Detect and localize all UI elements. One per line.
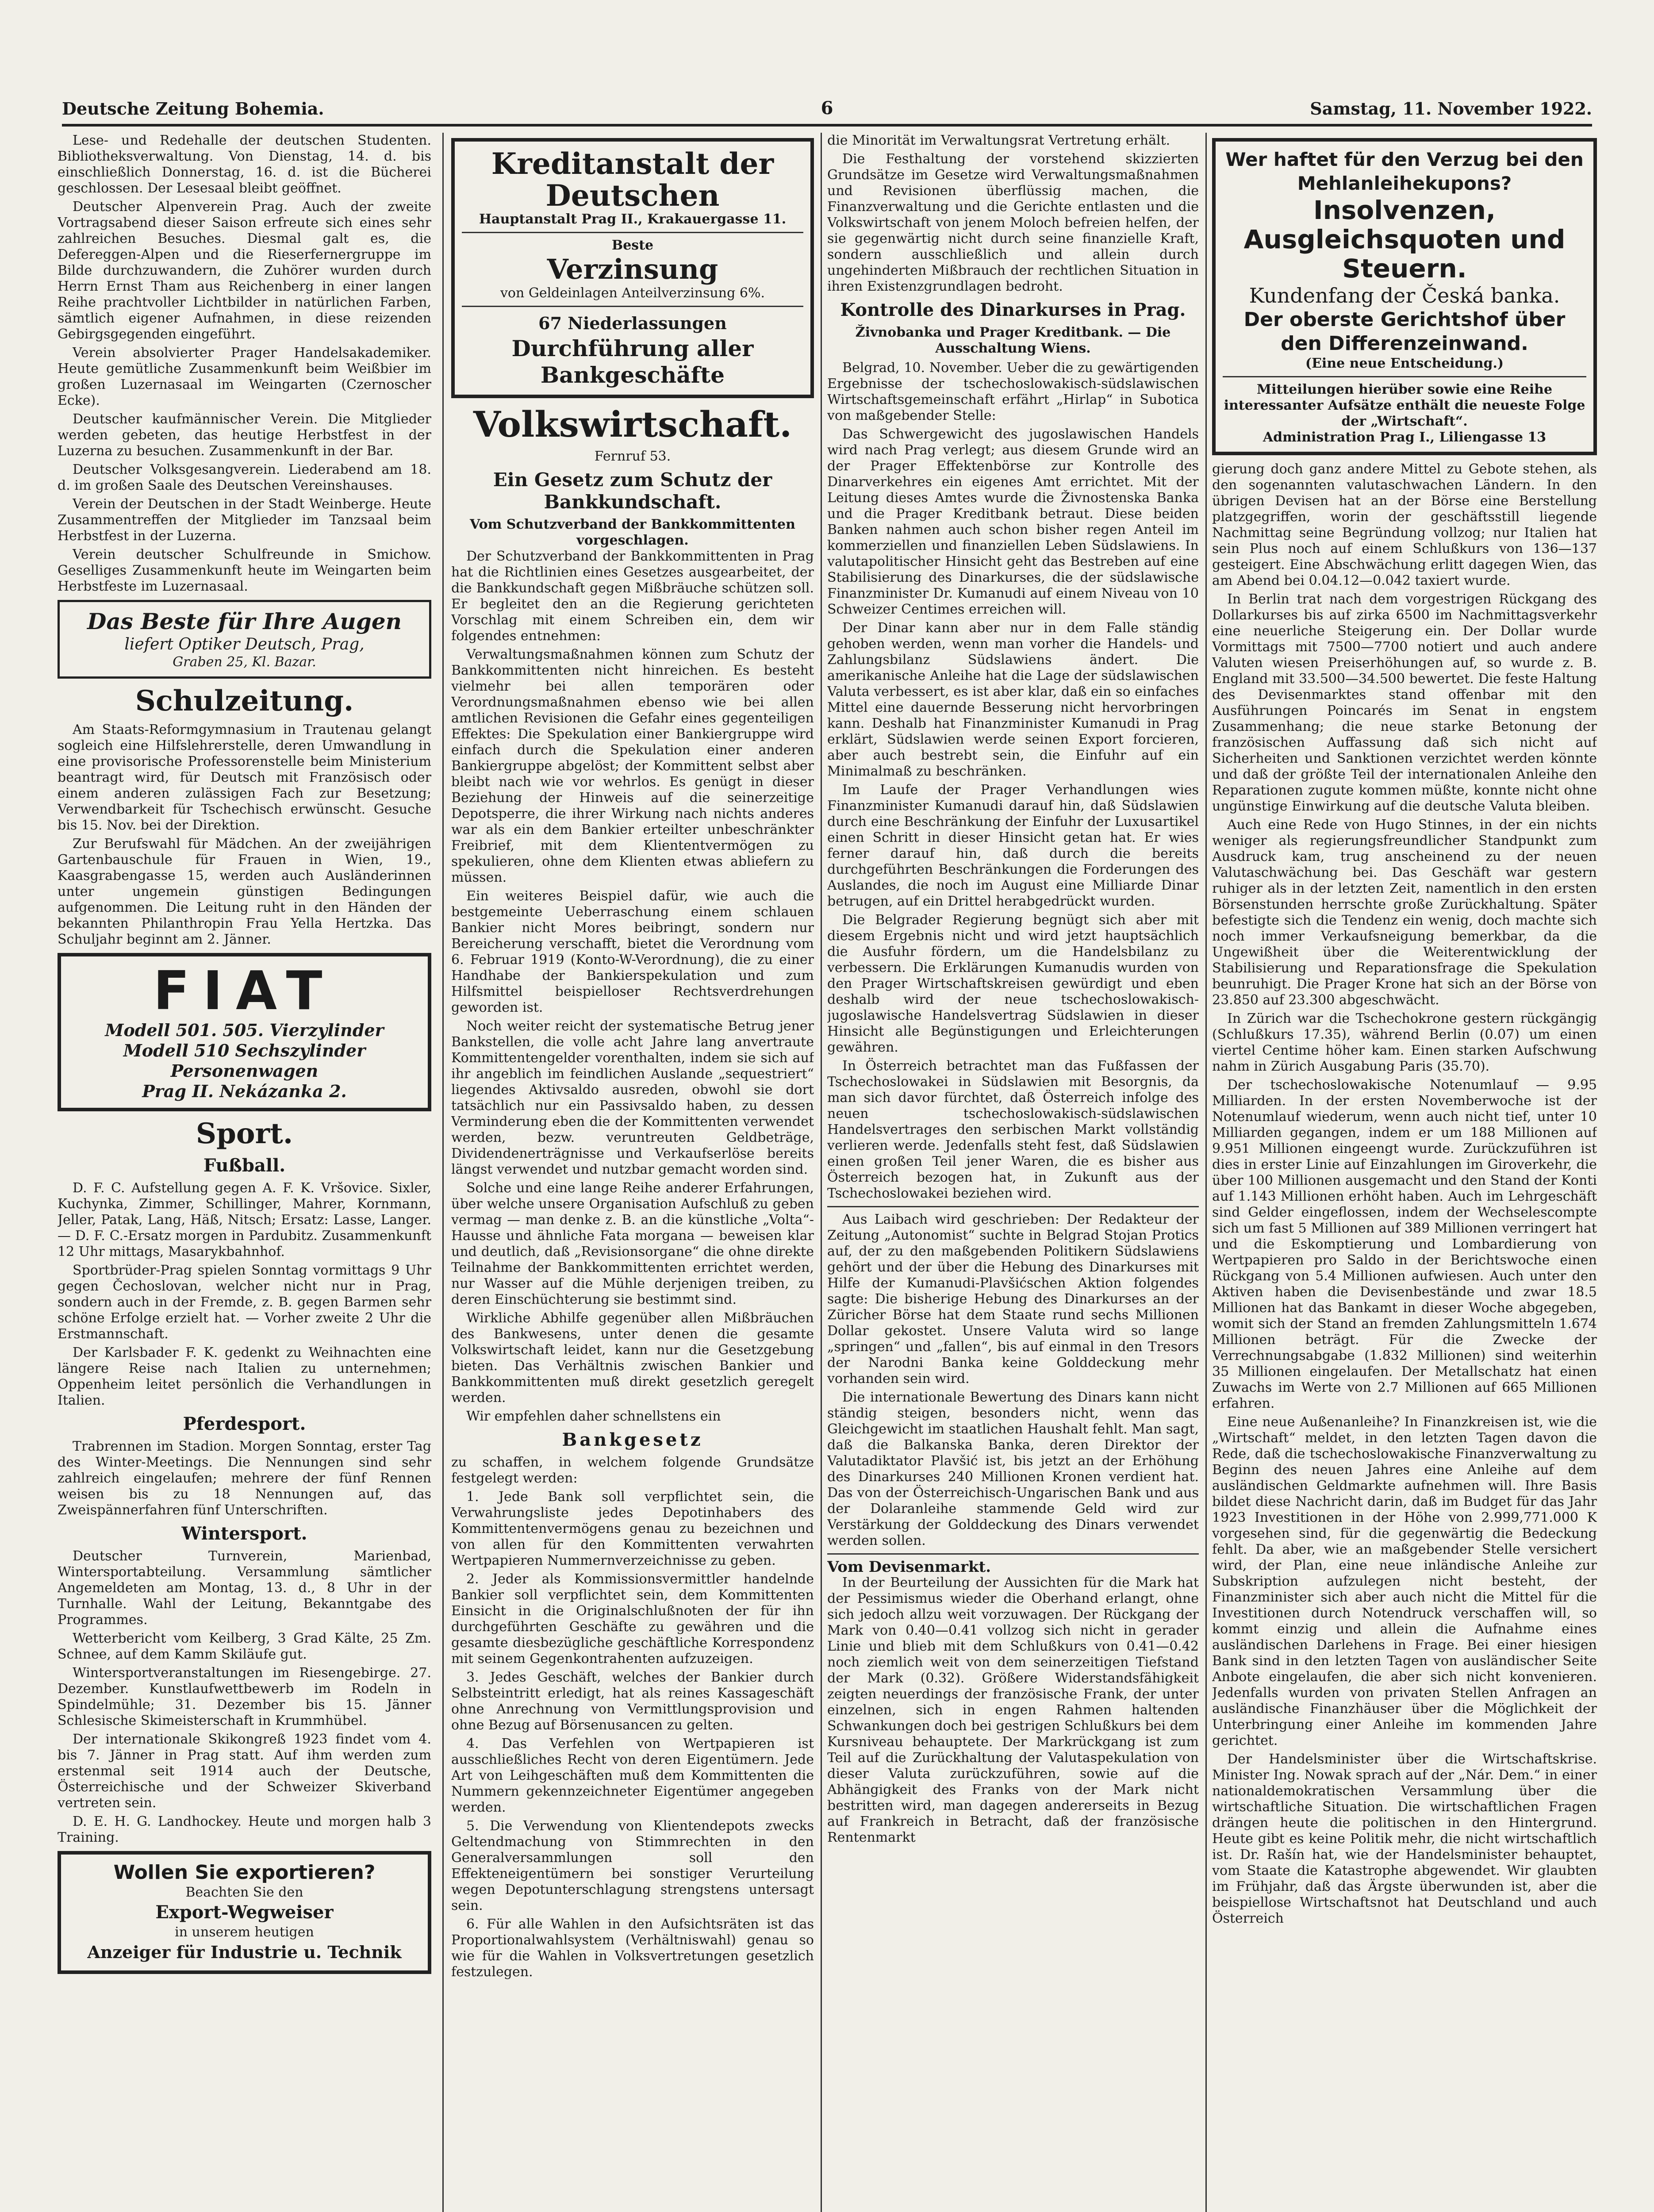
article-paragraph: 4. Das Verfehlen von Wertpapieren ist ausschließliches Recht von deren Eigentümern. Jede Art von Leihgeschäften muß dem Kommittenten die Nummern gekennzeichneter Eigentümer angegeben werden. bbox=[451, 1736, 814, 1815]
article-paragraph: Eine neue Außenanleihe? In Finanzkreisen ist, wie die „Wirtschaft“ meldet, in den letzten Tagen davon die Rede, daß die tschechoslowakische Finanzverwaltung zu Beginn des neuen Jahres eine Anleihe auf dem ausländischen Geldmarkte aufnehmen will. Ihre Basis bildet diese Nachricht darin, daß im Budget für das Jahr 1923 Investitionen in der Höhe von 2.999,771.000 K vorgesehen sind, für die gegenwärtig die Bedeckung fehlt. Da aber, wie an maßgebender Stelle versichert wird, der Plan, eine neue inländische Anleihe zur Subskription aufzulegen nicht besteht, der Finanzminister sich aber auch nicht die Mittel für die Investitionen durch Notendruck verschaffen will, so kommt einzig und allein die Aufnahme eines ausländischen Darlehens in Frage. Bei einer hiesigen Bank sind in den letzten Tagen von ausländischer Seite Anbote eingelaufen, die aber sich nicht konvenieren. Jedenfalls wurden von privaten Stellen Anfragen an ausländische Finanzhäuser über die Möglichkeit der Unterbringung einer Anleihe im kommenden Jahre gerichtet. bbox=[1212, 1414, 1597, 1748]
article-paragraph: Das Schwergewicht des jugoslawischen Handels wird nach Prag verlegt; aus diesem Grunde wird an der Prager Effektenbörse zur Kontrolle des Dinarverkehres ein eigenes Amt errichtet. Mit der Leitung dieses Amtes wurde die Živnostenska Banka und die Prager Kreditbank betraut. Diese beiden Banken nahmen auch schon bisher regen Anteil im kommerziellen und finanziellen Leben Südslawiens. In valutapolitischer Hinsicht geht das Bestreben auf eine Stabilisierung des Dinarkurses, die der südslawische Finanzminister Dr. Kumanudi auf einem Niveau von 10 Schweizer Centimes erreichen will. bbox=[827, 426, 1199, 617]
notice-paragraph: Verein der Deutschen in der Stadt Weinberge. Heute Zusammentreffen der Mitglieder im Tanzsaal beim Herbstfest in der Luzerna. bbox=[58, 496, 431, 544]
issue-date: Samstag, 11. November 1922. bbox=[1310, 99, 1592, 119]
page-number: 6 bbox=[821, 98, 833, 119]
article-paragraph: Zur Berufswahl für Mädchen. An der zweijährigen Gartenbauschule für Frauen in Wien, 19., Kaasgrabengasse 15, werden auch Ausländerinnen unter ungemein günstigen Bedingungen aufgenommen. Die Leitung ruht in den Händen der bekannten Philanthropin Frau Yella Hertzka. Das Schuljahr beginnt am 2. Jänner. bbox=[58, 836, 431, 947]
article-paragraph: Belgrad, 10. November. Ueber die zu gewärtigenden Ergebnisse der tschechoslowakisch-südslawischen Wirtschaftsgemeinschaft erfährt „Hirlap“ in Subotica von maßgebender Stelle: bbox=[827, 360, 1199, 423]
article-paragraph: Deutscher Turnverein, Marienbad, Wintersportabteilung. Versammlung sämtlicher Angemeldeten am Montag, 13. d., 8 Uhr in der Turnhalle. Wahl der Leitung, Bekanntgabe des Programmes. bbox=[58, 1548, 431, 1628]
article-paragraph: Verwaltungsmaßnahmen können zum Schutz der Bankkommittenten nicht hinreichen. Es besteht vielmehr bei allen temporären oder Verordnungsmaßnahmen ebenso wie bei allen amtlichen Revisionen die Gefahr eines gegenteiligen Effektes: Die Spekulation einer Bankiergruppe wird einfach durch die Spekulation einer anderen Bankiergruppe abgelöst; der Kommittent selbst aber bleibt nach wie vor wehrlos. Es genügt in dieser Beziehung der Hinweis auf die seinerzeitige Depotsperre, die ihrer Wirkung nach nichts anderes war als ein dem Bankier erteilter unbeschränkter Freibrief, mit dem Kliententvermögen zu spekulieren, ohne dem Klienten etwas abliefern zu müssen. bbox=[451, 647, 814, 885]
export-ad-title: Wollen Sie exportieren? bbox=[113, 1861, 376, 1884]
notice-paragraph: Lese- und Redehalle der deutschen Studenten. Bibliotheksverwaltung. Von Dienstag, 14. d. bis einschließlich Donnerstag, 16. d. ist die Bücherei geschlossen. Der Lesesaal bleibt geöffnet. bbox=[58, 133, 431, 196]
article-paragraph: zu schaffen, in welchem folgende Grundsätze festgelegt werden: bbox=[451, 1455, 814, 1486]
subheading-fussball: Fußball. bbox=[203, 1155, 286, 1176]
optiker-ad bbox=[58, 600, 431, 679]
kreditanstalt-ad-line: von Geldeinlagen Anteilverzinsung 6%. bbox=[500, 285, 765, 301]
wirtschaft-ad-line: Kundenfang der Česká banka. bbox=[1249, 284, 1560, 307]
section-heading-sport: Sport. bbox=[196, 1117, 293, 1150]
kreditanstalt-ad-line: 67 Niederlassungen bbox=[538, 313, 727, 333]
article-paragraph: 2. Jeder als Kommissionsvermittler handelnde Bankier soll verpflichtet sein, dem Kommittenten Einsicht in die Originalschlußnoten der für ihn durchgeführten Geschäfte zu gewähren und die gesamte diesbezügliche geschäftliche Korrespondenz mit seinem Gegenkontrahenten aufzuzeigen. bbox=[451, 1571, 814, 1667]
article-subtitle: Živnobanka und Prager Kreditbank. — Die Ausschaltung Wiens. bbox=[855, 325, 1171, 356]
article-paragraph: Der Schutzverband der Bankkommittenten in Prag hat die Richtlinien eines Gesetzes ausgearbeitet, der die Bankkundschaft gegen Mißbräuche schützen soll. Er begleitet den an die Regierung gerichteten Vorschlag mit einem Schreiben ein, dem wir folgendes entnehmen: bbox=[451, 549, 814, 644]
article-paragraph: Am Staats-Reformgymnasium in Trautenau gelangt sogleich eine Hilfslehrerstelle, deren Umwandlung in eine provisorische Professorenstelle beim Ministerium beantragt wird, für Deutsch mit Französisch oder einem anderen zulässigen Fach zur Besetzung; Verwendbarkeit für Tschechisch erwünscht. Gesuche bis 15. Nov. bei der Direktion. bbox=[58, 722, 431, 833]
page-header bbox=[62, 88, 1592, 127]
article-paragraph: Auch eine Rede von Hugo Stinnes, in der ein nichts weniger als regierungsfreundlicher Standpunkt zum Ausdruck kam, trug anscheinend zu der neuen Valutaschwächung bei. Das Geschäft war gestern ruhiger als in der letzten Zeit, namentlich in den ersten Börsenstunden herrschte große Zurückhaltung. Später befestigte sich die Tendenz ein wenig, doch machte sich noch immer Verkaufsneigung bemerkbar, da die Ungewißheit über die Weiterentwicklung der Stabilisierung und Reparationsfrage die Spekulation beunruhigt. Die Prager Krone hat sich an der Börse von 23.850 auf 23.300 abgeschwächt. bbox=[1212, 817, 1597, 1008]
article-paragraph: Ein weiteres Beispiel dafür, wie auch die bestgemeinte Ueberraschung einem schlauen Bankier nicht Mores beibringt, sondern nur Bereicherung verschafft, bietet die Verordnung vom 6. Februar 1919 (Konto-W-Verordnung), die zu einer Handhabe der Bankierspekulation und zum Hilfsmittel beispielloser Rechtsverdrehungen geworden ist. bbox=[451, 888, 814, 1015]
subheading-pferdesport: Pferdesport. bbox=[183, 1413, 306, 1434]
kreditanstalt-ad-line: Durchführung aller Bankgeschäfte bbox=[511, 335, 754, 388]
article-paragraph: D. E. H. G. Landhockey. Heute und morgen halb 3 Training. bbox=[58, 1814, 431, 1845]
subheading-bankgesetz: Bankgesetz bbox=[562, 1429, 703, 1450]
notice-paragraph: Deutscher Alpenverein Prag. Auch der zweite Vortragsabend dieser Saison erfreute sich eines sehr zahlreichen Besuches. Diesmal galt es, die Defereggen-Alpen und die Rieserfernergruppe im Bilde durchzuwandern, die Zuhörer wurden durch Herrn Ernst Tham aus Reichenberg in einer langen Reihe prachtvoller Lichtbilder in natürlichen Farben, sämtlich eigener Aufnahmen, in diese reizenden Gebirgsgegenden eingeführt. bbox=[58, 199, 431, 342]
section-heading-volkswirtschaft: Volkswirtschaft. bbox=[473, 403, 792, 445]
subheading-wintersport: Wintersport. bbox=[181, 1523, 307, 1544]
article-paragraph: Wirkliche Abhilfe gegenüber allen Mißbräuchen des Bankwesens, unter denen die gesamte Volkswirtschaft leidet, kann nur die Gesetzgebung bieten. Das Verhältnis zwischen Bankier und Bankkommittenten muß direkt gesetzlich geregelt werden. bbox=[451, 1310, 814, 1406]
fiat-logo: FIAT bbox=[153, 960, 336, 1022]
export-ad-line: Anzeiger für Industrie u. Technik bbox=[87, 1942, 402, 1962]
column-divider bbox=[442, 133, 444, 2212]
fiat-ad-address: Prag II. Nekázanka 2. bbox=[142, 1081, 347, 1101]
article-paragraph: Die Belgrader Regierung begnügt sich aber mit diesem Ergebnis nicht und wird jetzt hauptsächlich die Ausfuhr fördern, um die Handelsbilanz zu verbessern. Die Erklärungen Kumanudis wurden von den Prager Wirtschaftskreisen gewürdigt und eben deshalb wird der neue tschechoslowakisch-jugoslawische Handelsvertrag Südslawien in dieser Hinsicht alle Begünstigungen und Erleichterungen gewähren. bbox=[827, 912, 1199, 1055]
article-paragraph: D. F. C. Aufstellung gegen A. F. K. Vršovice. Sixler, Kuchynka, Zimmer, Schillinger, Mahrer, Kornmann, Jeller, Patak, Lang, Häß, Nitsch; Ersatz: Lasse, Langer. — D. F. C.-Ersatz morgen in Pardubitz. Zusammenkunft 12 Uhr mittags, Masarykbahnhof. bbox=[58, 1180, 431, 1260]
column-divider bbox=[821, 133, 822, 2212]
kreditanstalt-ad bbox=[451, 138, 814, 398]
wirtschaft-ad-line: Mitteilungen hierüber sowie eine Reihe interessanter Aufsätze enthält die neueste Folge der „Wirtschaft“. bbox=[1224, 382, 1585, 429]
column-divider bbox=[1205, 133, 1207, 2212]
column-1 bbox=[58, 133, 431, 2212]
article-paragraph: Der Karlsbader F. K. gedenkt zu Weihnachten eine längere Reise nach Italien zu unternehmen; Oppenheim leitet persönlich die Verhandlungen in Italien. bbox=[58, 1345, 431, 1408]
wirtschaft-ad-line: (Eine neue Entscheidung.) bbox=[1305, 356, 1504, 371]
article-title: Kontrolle des Dinarkurses in Prag. bbox=[840, 300, 1186, 320]
article-paragraph: Solche und eine lange Reihe anderer Erfahrungen, über welche unsere Organisation Aufschluß zu geben vermag — man denke z. B. an die künstliche „Volta“-Hausse und ähnliche Fata morgana — beweisen klar und deutlich, daß „Revisionsorgane“ die ohne direkte Teilnahme der Bankkommittenten errichtet werden, nur Wasser auf die Mühle derjenigen treiben, zu deren Einschüchterung sie bestimmt sind. bbox=[451, 1180, 814, 1307]
section-heading-schulzeitung: Schulzeitung. bbox=[135, 684, 354, 718]
export-ad-line: Export-Wegweiser bbox=[155, 1902, 334, 1923]
article-paragraph: 6. Für alle Wahlen in den Aufsichtsräten ist das Proportionalwahlsystem (Verhältniswahl) genau so wie für die Wahlen in Volksvertretungen gesetzlich festzulegen. bbox=[451, 1916, 814, 1980]
notice-paragraph: Verein deutscher Schulfreunde in Smichow. Geselliges Zusammenkunft heute im Weingarten beim Herbstfeste im Luzernasaal. bbox=[58, 547, 431, 594]
kreditanstalt-ad-line: Beste bbox=[611, 238, 654, 253]
article-paragraph: Der tschechoslowakische Notenumlauf — 9.95 Milliarden. In der ersten Novemberwoche ist der Notenumlauf wiederum, wenn auch nicht tief, unter 10 Milliarden gegangen, indem er um 188 Millionen auf 9.951 Millionen eingeengt wurde. Zurückzuführen ist dies in erster Linie auf Einzahlungen im Giroverkehr, die über 100 Millionen ausgemacht und den Stand der Konti auf 1.143 Millionen erhöht haben. Auch im Lehrgeschäft sind Gelder eingeflossen, indem der Wechselescompte sich um fast 5 Millionen auf 389 Millionen verringert hat und die Eskomptierung und Lombardierung von Wertpapieren pro Saldo in der Berichtswoche einen Rückgang von 5.4 Millionen aufwiesen. Auch unter den Aktiven haben die Devisenbestände und zwar 18.5 Millionen hat das Bankamt in dieser Woche abgegeben, womit sich der Stand an fremden Zahlungsmitteln 1.674 Millionen beträgt. Für die Zwecke der Verrechnungsabgabe (1.832 Millionen) sind weiterhin 35 Millionen eingelaufen. Der Metallschatz hat einen Zuwachs im Werte von 2.7 Millionen auf 665 Millionen erfahren. bbox=[1212, 1077, 1597, 1411]
article-paragraph: Wintersportveranstaltungen im Riesengebirge. 27. Dezember. Kunstlaufwettbewerb im Rodeln in Spindelmühle; 31. Dezember bis 15. Jänner Schlesische Skimeisterschaft in Krummhübel. bbox=[58, 1665, 431, 1728]
subheading-devisenmarkt: Vom Devisenmarkt. bbox=[827, 1558, 991, 1576]
notice-paragraph: Verein absolvierter Prager Handelsakademiker. Heute gemütliche Zusammenkunft beim Weißbier im großen Luzernasaal im Weingarten (Czernoscher Ecke). bbox=[58, 345, 431, 408]
fiat-ad-line: Modell 501. 505. Vierzylinder bbox=[105, 1020, 384, 1040]
article-title: Ein Gesetz zum Schutz der Bankkundschaft. bbox=[493, 469, 772, 513]
article-paragraph: Der internationale Skikongreß 1923 findet vom 4. bis 7. Jänner in Prag statt. Auf ihm werden zum erstenmal seit 1914 auch der Deutsche, Österreichische und der Schweizer Skiverband vertreten sein. bbox=[58, 1732, 431, 1811]
kreditanstalt-ad-address: Hauptanstalt Prag II., Krakauergasse 11. bbox=[479, 211, 787, 227]
article-paragraph: In Zürich war die Tschechokrone gestern rückgängig (Schlußkurs 17.35), während Berlin (0.07) um einen viertel Centime höher kam. Einen starken Aufschwung nahm in Zürich Ausgabung Paris (35.70). bbox=[1212, 1011, 1597, 1074]
article-paragraph: Wir empfehlen daher schnellstens ein bbox=[466, 1409, 721, 1424]
export-ad bbox=[58, 1851, 431, 1974]
article-paragraph: Die internationale Bewertung des Dinars kann nicht ständig steigen, besonders nicht, wenn das Gleichgewicht im staatlichen Haushalt fehlt. Man sagt, daß die Balkanska Banka, deren Direktor der Valutadiktator Plavšić ist, bis jetzt an der Erhöhung des Dinarkurses 240 Millionen Kronen verdient hat. Das von der Österreichisch-Ungarischen Bank und aus der Dolaranleihe stammende Geld wird zur Verstärkung der Golddeckung des Dinars verwendet werden sollen. bbox=[827, 1390, 1199, 1548]
wirtschaft-ad-line: Der oberste Gerichtshof über den Differenzeinwand. bbox=[1243, 308, 1566, 355]
article-paragraph: gierung doch ganz andere Mittel zu Gebote stehen, als den sogenannten valutaschwachen Ländern. In den übrigen Devisen hat an der Börse eine Berstellung platzgegriffen, worin der geschäftsstill liegende Nachmittag seine Begründung vollzog; nur Italien hat sein Plus noch auf einem Schlußkurs von 136—137 gesteigert. Eine Abschwächung erlitt dagegen Wien, das am Abend bei 0.04.12—0.042 taxiert wurde. bbox=[1212, 461, 1597, 588]
fiat-ad bbox=[58, 953, 431, 1111]
newspaper-title: Deutsche Zeitung Bohemia. bbox=[62, 99, 324, 119]
fiat-ad-line: Personenwagen bbox=[170, 1061, 319, 1081]
kreditanstalt-ad-title: Kreditanstalt der Deutschen bbox=[491, 146, 774, 213]
column-3 bbox=[827, 133, 1199, 2212]
optiker-ad-address: Graben 25, Kl. Bazar. bbox=[173, 654, 316, 670]
optiker-ad-title: Das Beste für Ihre Augen bbox=[87, 608, 402, 634]
kreditanstalt-ad-line: Verzinsung bbox=[547, 253, 718, 285]
article-paragraph: Trabrennen im Stadion. Morgen Sonntag, erster Tag des Winter-Meetings. Die Nennungen sind sehr zahlreich eingelaufen; mehrere der fünf Rennen weisen bis zu 18 Nennungen auf, das Zweispännerfahren fünf Unterschriften. bbox=[58, 1439, 431, 1518]
article-paragraph: Die Festhaltung der vorstehend skizzierten Grundsätze im Gesetze wird Verwaltungsmaßnahmen und Revisionen überflüssig machen, die Finanzverwaltung und die Gerichte entlasten und die Volkswirtschaft von jenem Moloch befreien helfen, der sie gegenwärtig nicht durch seine finanzielle Kraft, sondern ausschließlich und allein durch ungehinderten Mißbrauch der rechtlichen Situation in ihren Existenzgrundlagen bedroht. bbox=[827, 151, 1199, 294]
wirtschaft-ad-question: Wer haftet für den Verzug bei den Mehlanleihekupons? bbox=[1225, 149, 1584, 194]
article-subtitle: Vom Schutzverband der Bankkommittenten vorgeschlagen. bbox=[470, 517, 795, 548]
column-2 bbox=[451, 133, 814, 2212]
article-paragraph: 1. Jede Bank soll verpflichtet sein, die Verwahrungsliste jedes Depotinhabers des Kommittentenvermögens genau zu bezeichnen und von allen für den Kommittenten verwahrten Wertpapieren Nummernverzeichnisse zu geben. bbox=[451, 1489, 814, 1568]
article-paragraph: 5. Die Verwendung von Klientendepots zwecks Geltendmachung von Stimmrechten in den Generalversammlungen soll den Effekteneigentümern bei sonstiger Verurteilung wegen Depotunterschlagung strengstens untersagt sein. bbox=[451, 1818, 814, 1913]
article-paragraph: Im Laufe der Prager Verhandlungen wies Finanzminister Kumanudi darauf hin, daß Südslawien durch eine Beschränkung der Einfuhr der Luxusartikel einen Schritt in dieser Hinsicht getan hat. Er wies ferner darauf hin, daß durch die bereits durchgeführten Beschränkungen die Forderungen des Auslandes, die noch im August eine Milliarde Dinar betrugen, auf ein Drittel herabgedrückt wurden. bbox=[827, 782, 1199, 909]
wirtschaft-ad-heading: Insolvenzen, Ausgleichsquoten und Steuern. bbox=[1243, 195, 1566, 284]
fiat-ad-line: Modell 510 Sechszylinder bbox=[123, 1041, 366, 1060]
article-paragraph: In Österreich betrachtet man das Fußfassen der Tschechoslowakei in Südslawien mit Besorgnis, da man sich davor fürchtet, daß Österreich infolge des neuen tschechoslowakisch-südslawischen Handelsvertrages den serbischen Markt vollständig verlieren werde. Jedenfalls steht fest, daß Südslawien einen großen Teil jener Waren, die es bisher aus Österreich bezogen hat, in Zukunft aus der Tschechoslowakei beziehen wird. bbox=[827, 1058, 1199, 1201]
export-ad-line: in unserem heutigen bbox=[175, 1924, 314, 1940]
article-paragraph: Sportbrüder-Prag spielen Sonntag vormittags 9 Uhr gegen Čechoslovan, welcher nicht nur in Prag, sondern auch in der Fremde, z. B. gegen Barmen sehr schöne Erfolge erzielt hat. — Vorher zweite 2 Uhr die Erstmannschaft. bbox=[58, 1263, 431, 1342]
export-ad-line: Beachten Sie den bbox=[185, 1885, 303, 1900]
notice-paragraph: Deutscher kaufmännischer Verein. Die Mitglieder werden gebeten, das heutige Herbstfest in der Luzerna zu besuchen. Zusammenkunft in der Bar. bbox=[58, 411, 431, 459]
article-paragraph: 3. Jedes Geschäft, welches der Bankier durch Selbsteintritt erledigt, hat als reines Kassageschäft ohne Anrechnung von Vermittlungsprovision und ohne Bezug auf Börsenusancen zu gelten. bbox=[451, 1670, 814, 1733]
optiker-ad-line: liefert Optiker Deutsch, Prag, bbox=[124, 635, 365, 653]
article-paragraph: Der Handelsminister über die Wirtschaftskrise. Minister Ing. Nowak sprach auf der „Nár. Dem.“ in einer nationaldemokratischen Versammlung über die wirtschaftliche Situation. Die wirtschaftlichen Fragen drängen heute die politischen in den Hintergrund. Heute gibt es keine Politik mehr, die nicht wirtschaftlich ist. Dr. Rašín hat, wie der Handelsminister behauptet, vom Staate die Katastrophe abgewendet. Wir glaubten im Frühjahr, daß das Ärgste überwunden ist, aber die beispiellose Wirtschaftsnot hat Deutschland und auch Österreich bbox=[1212, 1751, 1597, 1926]
notice-paragraph: Deutscher Volksgesangverein. Liederabend am 18. d. im großen Saale des Deutschen Vereinshauses. bbox=[58, 462, 431, 493]
article-paragraph: die Minorität im Verwaltungsrat Vertretung erhält. bbox=[827, 133, 1170, 148]
article-paragraph: Aus Laibach wird geschrieben: Der Redakteur der Zeitung „Autonomist“ suchte in Belgrad Stojan Protics auf, der zu den maßgebenden Politikern Südslawiens gehört und der über die Hebung des Dinarkurses mit Hilfe der Kumanudi-Plavšićschen Aktion folgendes sagte: Die bisherige Hebung des Dinarkurses an der Züricher Börse hat dem Staate rund sechs Millionen Dollar gekostet. Unsere Valuta wird so lange „springen“ und „fallen“, bis auf einmal in den Tresors der Narodni Banka keine Golddeckung mehr vorhanden sein wird. bbox=[827, 1212, 1199, 1386]
article-paragraph: In der Beurteilung der Aussichten für die Mark hat der Pessimismus wieder die Oberhand erlangt, ohne sich jedoch allzu weit vorzuwagen. Der Rückgang der Mark von 0.40—0.41 vollzog sich nicht in gerader Linie und blieb mit dem Schlußkurs von 0.41—0.42 noch ziemlich weit von dem seinerzeitigen Tiefstand der Mark (0.32). Größere Widerstandsfähigkeit zeigten neuerdings der französische Frank, der unter einzelnen, sich in engen Rahmen haltenden Schwankungen doch bei gestrigen Schlußkurs bei dem Kursniveau behauptete. Der Markrückgang ist zum Teil auf die Zurückhaltung der Valutaspekulation von dieser Valuta zurückzuführen, sowie auf die Abhängigkeit des Franks von der Mark nicht bestritten wird, man dagegen andererseits in Bezug auf Frankreich in Betracht, daß der französische Rentenmarkt bbox=[827, 1575, 1199, 1845]
section-phone: Fernruf 53. bbox=[594, 449, 671, 464]
article-paragraph: Der Dinar kann aber nur in dem Falle ständig gehoben werden, wenn man vorher die Handels- und Zahlungsbilanz Südslawiens ändert. Die amerikanische Anleihe hat die Lage der südslawischen Valuta verbessert, es ist aber klar, daß ein so einfaches Mittel eine dauernde Besserung nicht hervorbringen kann. Deshalb hat Finanzminister Kumanudi in Prag erklärt, Südslawien werde seinen Export forcieren, aber auch bestrebt sein, die Einfuhr auf ein Minimalmaß zu beschränken. bbox=[827, 620, 1199, 779]
wirtschaft-ad-address: Administration Prag I., Liliengasse 13 bbox=[1263, 430, 1547, 445]
column-4 bbox=[1212, 133, 1597, 2212]
article-paragraph: In Berlin trat nach dem vorgestrigen Rückgang des Dollarkurses bis auf zirka 6500 im Nachmittagsverkehr eine neuerliche Steigerung ein. Der Dollar wurde Vormittags mit 7500—7700 notiert und auch andere Valuten wiesen Preiserhöhungen auf, so wurde z. B. England mit 33.500—34.500 bewertet. Die feste Haltung des Devisenmarktes stand offenbar mit den Ausführungen Poincarés im Senat in engstem Zusammenhang; die neue starke Betonung der französischen Auffassung daß sich nicht auf Sicherheiten und Sanktionen verzichtet werden könnte und daß der größte Teil der internationalen Anleihe den Reparationen zugute kommen müßte, konnte nicht ohne ungünstige Einwirkung auf die deutsche Valuta bleiben. bbox=[1212, 591, 1597, 814]
article-paragraph: Noch weiter reicht der systematische Betrug jener Bankstellen, die volle acht Jahre lang anvertraute Kommittentengelder vorenthalten, indem sie sich auf ihr angeblich im feindlichen Auslande „sequestriert“ liegendes Aktivsaldo ausreden, obwohl sie dort tatsächlich nur ein Passivsaldo haben, zu dessen Verminderung eben die der Kommittenten verwendet werden, bezw. veruntreuten Geldbeträge, Dividendenerträgnisse und Verkaufserlöse bereits längst verwendet und nutzbar gemacht worden sind. bbox=[451, 1018, 814, 1177]
article-paragraph: Wetterbericht vom Keilberg, 3 Grad Kälte, 25 Zm. Schnee, auf dem Kamm Skiläufe gut. bbox=[58, 1631, 431, 1662]
wirtschaft-ad bbox=[1212, 138, 1597, 455]
